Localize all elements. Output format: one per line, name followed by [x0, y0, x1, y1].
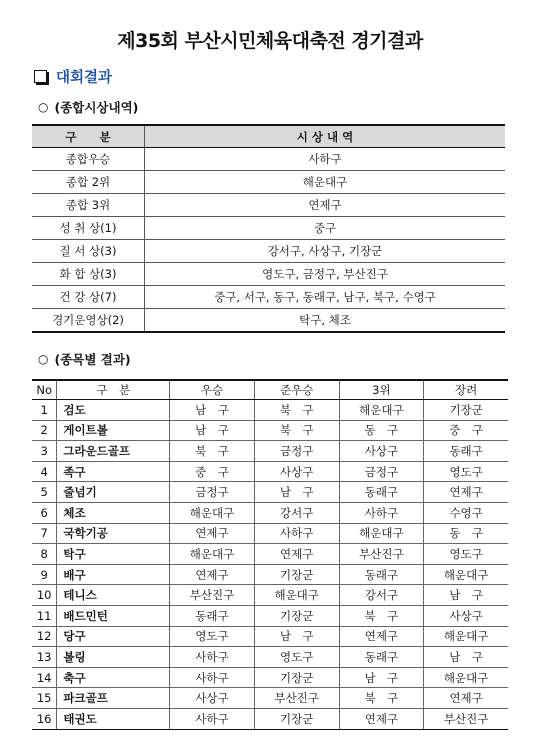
- result-second: 금정구: [254, 441, 339, 462]
- result-encouragement: 부산진구: [424, 708, 508, 729]
- result-no: 8: [32, 544, 57, 565]
- award-category: 화 합 상(3): [32, 263, 145, 286]
- result-third: 금정구: [339, 461, 424, 482]
- result-second: 북 구: [254, 400, 339, 421]
- result-second: 연제구: [254, 544, 339, 565]
- result-event: 그라운드골프: [57, 441, 170, 462]
- result-no: 13: [32, 647, 57, 668]
- result-encouragement: 연제구: [424, 688, 508, 709]
- awards-row: [32, 171, 505, 194]
- results-row: [32, 502, 508, 523]
- result-second: 강서구: [254, 502, 339, 523]
- subheading-results: [38, 350, 131, 368]
- results-row: [32, 626, 508, 647]
- result-second: 기장군: [254, 564, 339, 585]
- results-row: [32, 585, 508, 606]
- result-third: 동래구: [339, 482, 424, 503]
- result-first: 사하구: [170, 647, 255, 668]
- result-encouragement: 사상구: [424, 605, 508, 626]
- result-second: 사하구: [254, 523, 339, 544]
- result-encouragement: 남 구: [424, 585, 508, 606]
- result-no: 7: [32, 523, 57, 544]
- result-encouragement: 기장군: [424, 400, 508, 421]
- result-no: 4: [32, 461, 57, 482]
- result-first: 영도구: [170, 626, 255, 647]
- result-event: 체조: [57, 502, 170, 523]
- result-first: 남 구: [170, 400, 255, 421]
- result-encouragement: 영도구: [424, 544, 508, 565]
- result-no: 9: [32, 564, 57, 585]
- result-second: 남 구: [254, 626, 339, 647]
- result-no: 11: [32, 605, 57, 626]
- result-first: 사상구: [170, 688, 255, 709]
- result-no: 15: [32, 688, 57, 709]
- results-header-no: No: [32, 380, 57, 400]
- result-first: 남 구: [170, 420, 255, 441]
- results-row: [32, 441, 508, 462]
- result-third: 해운대구: [339, 523, 424, 544]
- result-encouragement: 영도구: [424, 461, 508, 482]
- section-heading: [34, 66, 112, 87]
- result-second: 북 구: [254, 420, 339, 441]
- result-event: 볼링: [57, 647, 170, 668]
- result-first: 부산진구: [170, 585, 255, 606]
- awards-row: [32, 309, 505, 333]
- results-row: [32, 461, 508, 482]
- result-third: 동래구: [339, 647, 424, 668]
- result-encouragement: 해운대구: [424, 626, 508, 647]
- awards-row: [32, 240, 505, 263]
- results-row: [32, 688, 508, 709]
- results-row: [32, 544, 508, 565]
- checkbox-square-icon: [34, 70, 47, 83]
- result-no: 2: [32, 420, 57, 441]
- award-recipients: 중구: [145, 217, 506, 240]
- result-second: 영도구: [254, 647, 339, 668]
- result-third: 해운대구: [339, 400, 424, 421]
- result-no: 10: [32, 585, 57, 606]
- award-category: 건 강 상(7): [32, 286, 145, 309]
- result-second: 기장군: [254, 605, 339, 626]
- results-header-encouragement: 장려: [424, 380, 508, 400]
- award-category: 경기운영상(2): [32, 309, 145, 333]
- result-first: 사하구: [170, 667, 255, 688]
- result-event: 태권도: [57, 708, 170, 729]
- result-event: 줄넘기: [57, 482, 170, 503]
- subheading-awards: [38, 98, 138, 116]
- result-third: 사상구: [339, 441, 424, 462]
- result-second: 기장군: [254, 667, 339, 688]
- result-event: 검도: [57, 400, 170, 421]
- result-first: 사하구: [170, 708, 255, 729]
- result-no: 16: [32, 708, 57, 729]
- result-no: 12: [32, 626, 57, 647]
- award-category: 성 취 상(1): [32, 217, 145, 240]
- awards-row: [32, 194, 505, 217]
- result-second: 부산진구: [254, 688, 339, 709]
- result-third: 동래구: [339, 564, 424, 585]
- results-header-row: [32, 380, 508, 400]
- result-event: 축구: [57, 667, 170, 688]
- result-third: 연제구: [339, 626, 424, 647]
- result-first: 해운대구: [170, 544, 255, 565]
- results-table: [32, 379, 508, 730]
- result-second: 해운대구: [254, 585, 339, 606]
- results-row: [32, 420, 508, 441]
- award-recipients: 강서구, 사상구, 기장군: [145, 240, 506, 263]
- circle-bullet-icon: ○: [38, 100, 49, 114]
- subheading-awards-label: (종합시상내역): [54, 100, 139, 115]
- award-category: 종합 3위: [32, 194, 145, 217]
- subheading-results-label: (종목별 결과): [54, 352, 131, 367]
- result-first: 해운대구: [170, 502, 255, 523]
- results-row: [32, 564, 508, 585]
- result-event: 게이트볼: [57, 420, 170, 441]
- result-event: 배드민턴: [57, 605, 170, 626]
- award-category: 질 서 상(3): [32, 240, 145, 263]
- result-third: 연제구: [339, 708, 424, 729]
- result-event: 배구: [57, 564, 170, 585]
- result-event: 당구: [57, 626, 170, 647]
- result-first: 중 구: [170, 461, 255, 482]
- awards-header-category: 구 분: [32, 125, 145, 148]
- result-first: 연제구: [170, 564, 255, 585]
- result-no: 3: [32, 441, 57, 462]
- awards-row: [32, 286, 505, 309]
- result-third: 사하구: [339, 502, 424, 523]
- result-no: 5: [32, 482, 57, 503]
- result-encouragement: 동 구: [424, 523, 508, 544]
- result-first: 연제구: [170, 523, 255, 544]
- result-third: 강서구: [339, 585, 424, 606]
- result-first: 북 구: [170, 441, 255, 462]
- awards-row: [32, 148, 505, 171]
- result-encouragement: 동래구: [424, 441, 508, 462]
- circle-bullet-icon: ○: [38, 352, 49, 366]
- result-second: 기장군: [254, 708, 339, 729]
- results-row: [32, 523, 508, 544]
- award-recipients: 연제구: [145, 194, 506, 217]
- result-first: 동래구: [170, 605, 255, 626]
- awards-table: [32, 124, 505, 333]
- result-event: 족구: [57, 461, 170, 482]
- results-header-first: 우승: [170, 380, 255, 400]
- result-third: 남 구: [339, 667, 424, 688]
- result-third: 동 구: [339, 420, 424, 441]
- results-row: [32, 647, 508, 668]
- award-recipients: 영도구, 금정구, 부산진구: [145, 263, 506, 286]
- awards-header-row: [32, 125, 505, 148]
- result-second: 사상구: [254, 461, 339, 482]
- result-event: 파크골프: [57, 688, 170, 709]
- result-encouragement: 해운대구: [424, 667, 508, 688]
- result-event: 테니스: [57, 585, 170, 606]
- section-label: 대회결과: [56, 70, 113, 86]
- results-header-second: 준우승: [254, 380, 339, 400]
- result-encouragement: 연제구: [424, 482, 508, 503]
- result-event: 탁구: [57, 544, 170, 565]
- page-title: 제35회 부산시민체육대축전 경기결과: [117, 30, 423, 52]
- result-no: 14: [32, 667, 57, 688]
- awards-header-details: 시 상 내 역: [145, 125, 506, 148]
- awards-row: [32, 217, 505, 240]
- result-second: 남 구: [254, 482, 339, 503]
- award-recipients: 사하구: [145, 148, 506, 171]
- result-event: 국학기공: [57, 523, 170, 544]
- results-row: [32, 605, 508, 626]
- award-recipients: 중구, 서구, 동구, 동래구, 남구, 북구, 수영구: [145, 286, 506, 309]
- award-recipients: 탁구, 체조: [145, 309, 506, 333]
- awards-row: [32, 263, 505, 286]
- result-encouragement: 수영구: [424, 502, 508, 523]
- result-no: 6: [32, 502, 57, 523]
- result-first: 금정구: [170, 482, 255, 503]
- result-third: 북 구: [339, 605, 424, 626]
- results-row: [32, 667, 508, 688]
- award-category: 종합우승: [32, 148, 145, 171]
- result-encouragement: 중 구: [424, 420, 508, 441]
- award-category: 종합 2위: [32, 171, 145, 194]
- result-encouragement: 남 구: [424, 647, 508, 668]
- results-row: [32, 482, 508, 503]
- results-header-event: 구 분: [57, 380, 170, 400]
- results-row: [32, 708, 508, 729]
- results-row: [32, 400, 508, 421]
- results-header-third: 3위: [339, 380, 424, 400]
- result-third: 부산진구: [339, 544, 424, 565]
- result-third: 북 구: [339, 688, 424, 709]
- result-encouragement: 해운대구: [424, 564, 508, 585]
- award-recipients: 해운대구: [145, 171, 506, 194]
- result-no: 1: [32, 400, 57, 421]
